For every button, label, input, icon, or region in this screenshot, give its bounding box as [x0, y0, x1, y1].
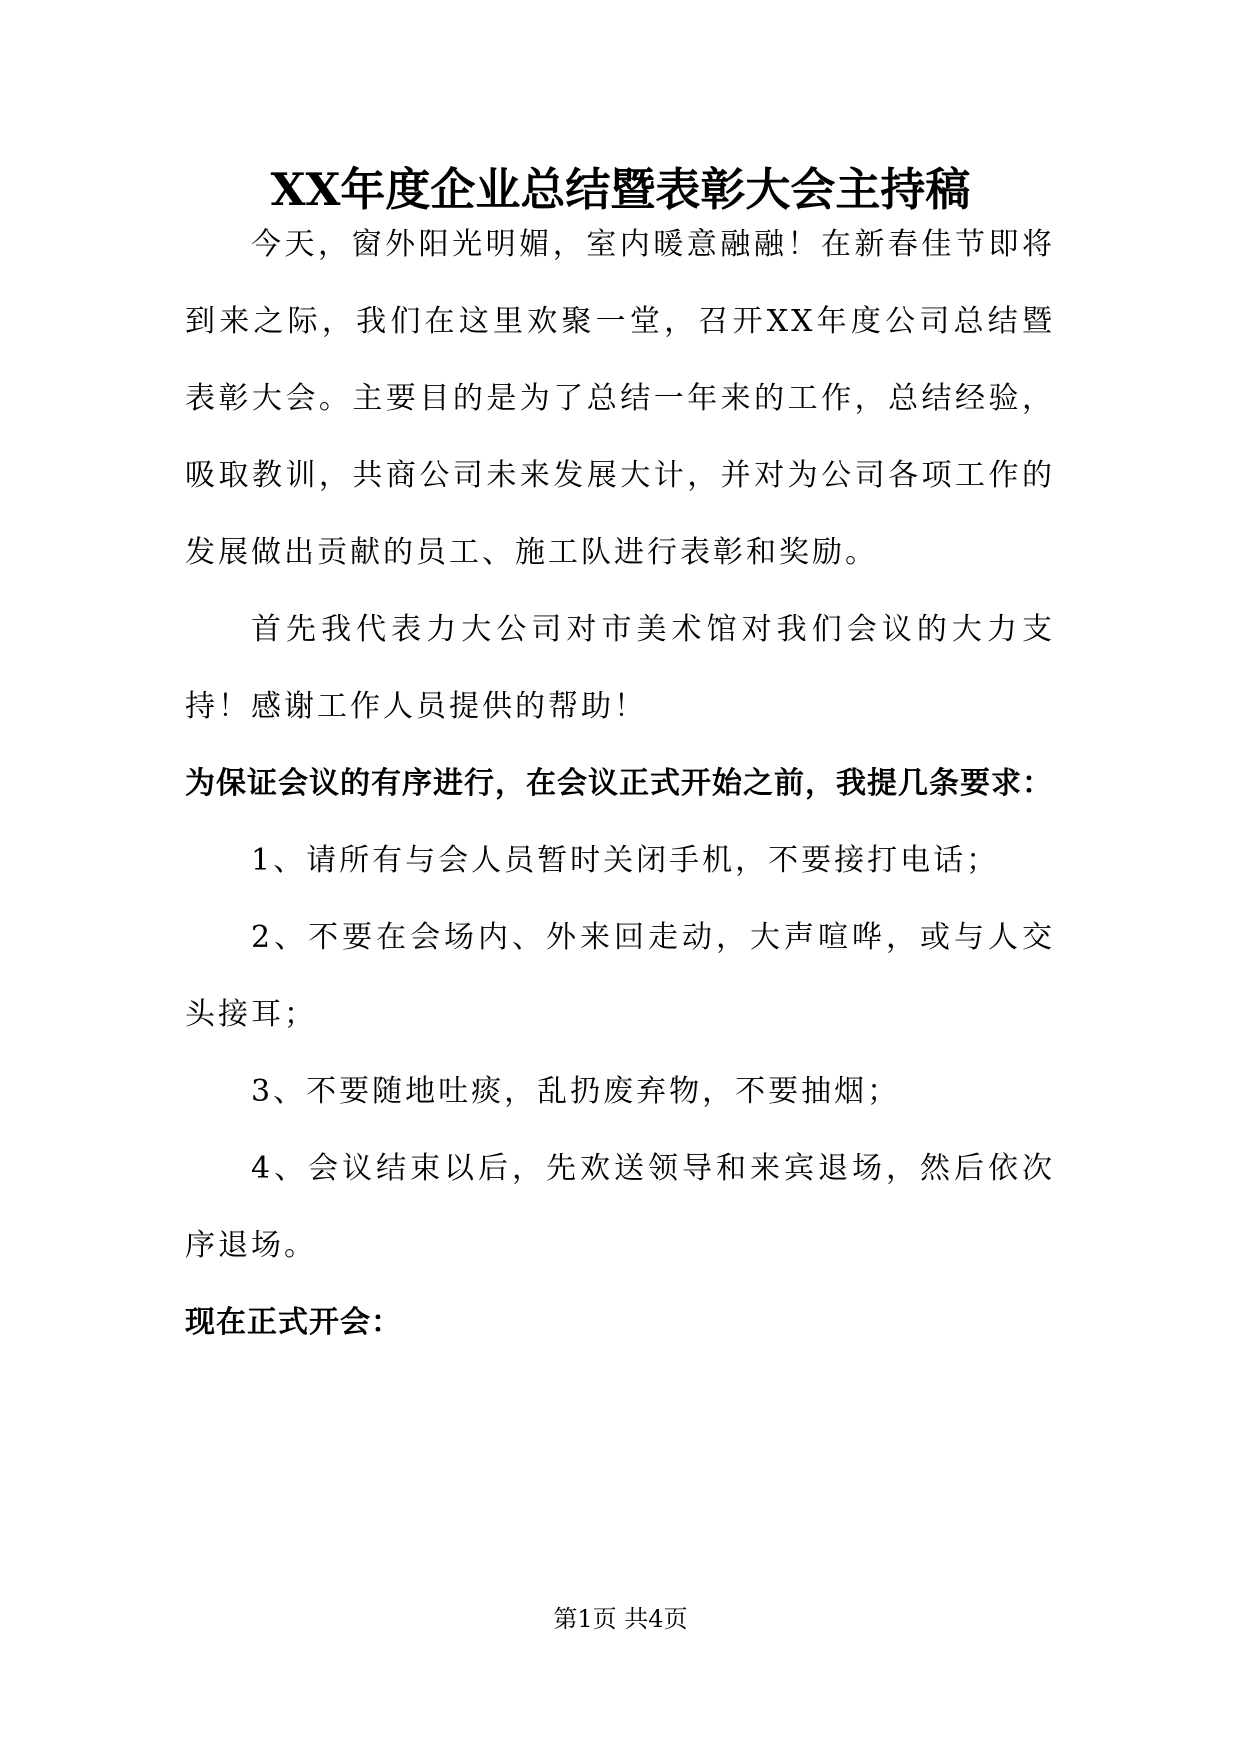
paragraph-requirements-heading: 为保证会议的有序进行，在会议正式开始之前，我提几条要求： [185, 766, 1053, 801]
requirement-item-2: 2、不要在会场内、外来回走动，大声喧哗，或与人交头接耳； [185, 920, 1055, 1032]
page-number-footer: 第1页 共4页 [553, 1605, 688, 1633]
paragraph-intro: 今天，窗外阳光明媚，室内暖意融融！在新春佳节即将到来之际，我们在这里欢聚一堂，召开XX年度公司总结暨表彰大会。主要目的是为了总结一年来的工作，总结经验，吸取教训，共商公司未来发展大计，并对为公司各项工作的发展做出贡献的员工、施工队进行表彰和奖励。 [185, 227, 1055, 570]
document-title: XX年度企业总结暨表彰大会主持稿 [270, 163, 971, 216]
document-body [185, 206, 1055, 1361]
paragraph-meeting-start: 现在正式开会： [185, 1305, 402, 1340]
paragraph-thanks: 首先我代表力大公司对市美术馆对我们会议的大力支持！感谢工作人员提供的帮助！ [185, 612, 1055, 724]
requirement-item-3: 3、不要随地吐痰，乱扔废弃物，不要抽烟； [251, 1074, 901, 1109]
requirement-item-1: 1、请所有与会人员暂时关闭手机，不要接打电话； [251, 843, 1000, 878]
requirement-item-4: 4、会议结束以后，先欢送领导和来宾退场，然后依次序退场。 [185, 1151, 1055, 1263]
